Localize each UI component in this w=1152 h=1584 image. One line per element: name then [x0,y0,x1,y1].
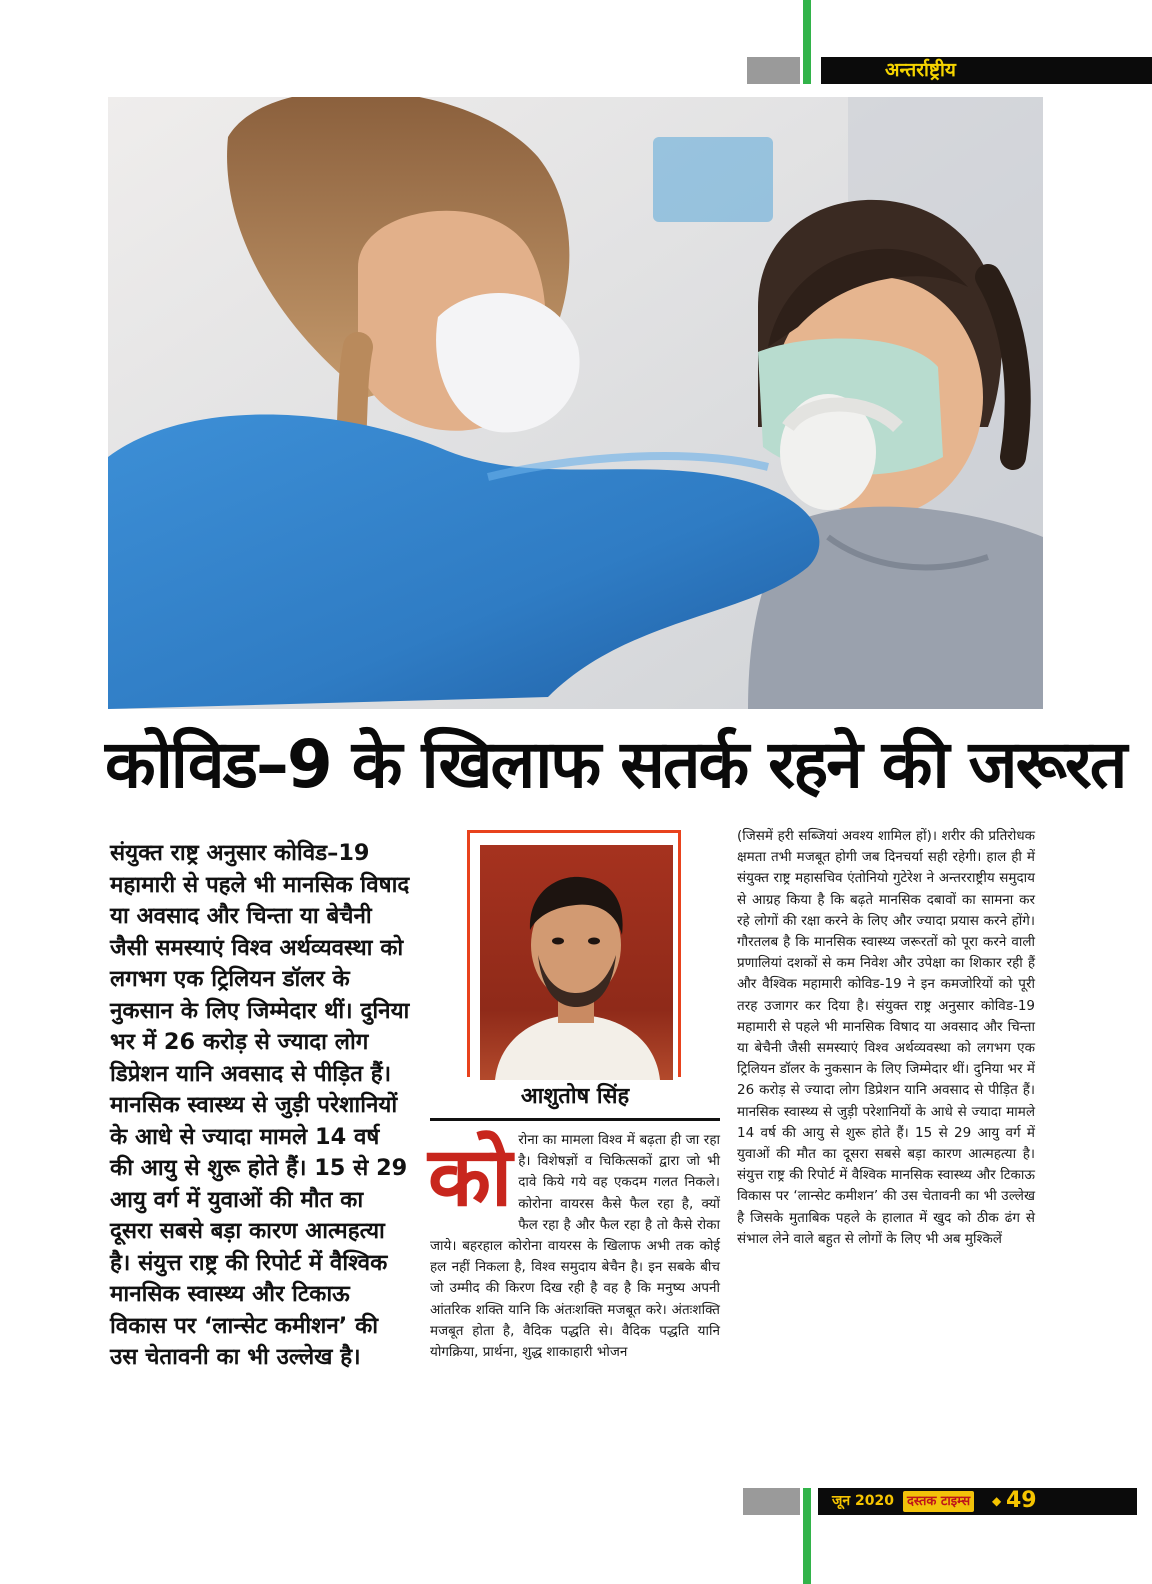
magazine-logo: दस्तक टाइम्स [903,1491,974,1512]
body-text-right: (जिसमें हरी सब्जियां अवश्य शामिल हों)। शरीर की प्रतिरोधक क्षमता तभी मजबूत होगी जब दिनचर्या सही रहेगी। हाल ही में संयुक्त राष्ट्र महासचिव एंतोनियो गुटेरेश ने अन्तरराष्ट्रीय समुदाय से आग्रह किया है कि बढ़ते मानसिक दबावों का सामना कर रहे लोगों की रक्षा करने के लिए और ज्यादा प्रयास करने होंगे। गौरतलब है कि मानसिक स्वास्थ्य जरूरतों को पूरा करने वाली प्रणालियां दशकों से कम निवेश और उपेक्षा का शिकार रही हैं और वैश्विक महामारी कोविड-19 ने इन कमजोरियों को पूरी तरह उजागर कर दिया है। संयुक्त राष्ट्र अनुसार कोविड-19 महामारी से पहले भी मानसिक विषाद या अवसाद और चिन्ता या बेचैनी जैसी समस्याएं विश्व अर्थव्यवस्था को लगभग एक ट्रिलियन डॉलर के नुकसान के लिए जिम्मेदार थीं। दुनिया भर में 26 करोड़ से ज्यादा लोग डिप्रेशन यानि अवसाद से पीड़ित हैं। मानसिक स्वास्थ्य से जुड़ी परेशानियों के आधे से ज्यादा मामले 14 वर्ष की आयु से शुरू होते हैं। 15 से 29 आयु वर्ग में युवाओं की मौत का दूसरा सबसे बड़ा कारण आत्महत्या है। संयुत्त राष्ट्र की रिपोर्ट में वैश्विक मानसिक स्वास्थ्य और टिकाऊ विकास पर ‘लान्सेट कमीशन’ की उस चेतावनी का भी उल्लेख है जिसके मुताबिक पहले के हालात में खुद को ठीक ढंग से संभाल लेने वाले बहुत से लोगों के लिए भी अब मुश्किलें [737,828,1035,1247]
author-name: आशुतोष सिंह [520,1084,630,1109]
green-divider-bar [803,0,811,84]
page-number: 49 [1006,1488,1037,1513]
intro-text: संयुक्त राष्ट्र अनुसार कोविड–19 महामारी से पहले भी मानसिक विषाद या अवसाद और चिन्ता या बेचैनी जैसी समस्याएं विश्व अर्थव्यवस्था को लगभग एक ट्रिलियन डॉलर के नुकसान के लिए जिम्मेदार थीं। दुनिया भर में 26 करोड़ से ज्यादा लोग डिप्रेशन यानि अवसाद से पीड़ित हैं। मानसिक स्वास्थ्य से जुड़ी परेशानियों के आधे से ज्यादा मामले 14 वर्ष की आयु से शुरू होते हैं। 15 से 29 आयु वर्ग में युवाओं की मौत का दूसरा सबसे बड़ा कारण आत्महत्या है। संयुत्त राष्ट्र की रिपोर्ट में वैश्विक मानसिक स्वास्थ्य और टिकाऊ विकास पर ‘लान्सेट कमीशन’ की उस चेतावनी का भी उल्लेख है। [110,840,410,1370]
bullet-icon: ◆ [992,1494,1002,1508]
body-text-middle: रोना का मामला विश्व में बढ़ता ही जा रहा है। विशेषज्ञों व चिकित्सकों द्वारा जो भी दावे किये गये वह एकदम गलत निकले। कोरोना वायरस कैसे फैल रहा है, क्यों फैल रहा है और फैल रहा है तो कैसे रोका जाये। बहरहाल कोरोना वायरस के खिलाफ अभी तक कोई हल नहीं निकला है, विश्व समुदाय बेचैन है। इन सबके बीच जो उम्मीद की किरण दिख रही है वह है कि मनुष्य अपनी आंतरिक शक्ति यानि कि अंतःशक्ति मजबूत करे। अंतःशक्ति मजबूत होता है, वैदिक पद्धति से। वैदिक पद्धति यानि योगक्रिया, प्रार्थना, शुद्ध शाकाहारी भोजन [430,1132,720,1361]
drop-cap: को [428,1130,511,1225]
author-photo [480,845,673,1080]
body-column-right [737,826,1035,1250]
hero-photo [108,97,1043,709]
author-portrait-illustration [480,845,673,1080]
body-column-middle [430,1130,720,1363]
headline: कोविड–9 के खिलाफ सतर्क रहने की जरूरत [105,726,1126,803]
grey-header-block [747,57,800,84]
hero-photo-illustration [108,97,1043,709]
author-divider [430,1118,720,1121]
green-footer-bar [803,1488,811,1584]
issue-date: जून 2020 [832,1493,894,1509]
grey-footer-block [743,1488,800,1515]
section-label: अन्तर्राष्ट्रीय [821,57,1152,84]
